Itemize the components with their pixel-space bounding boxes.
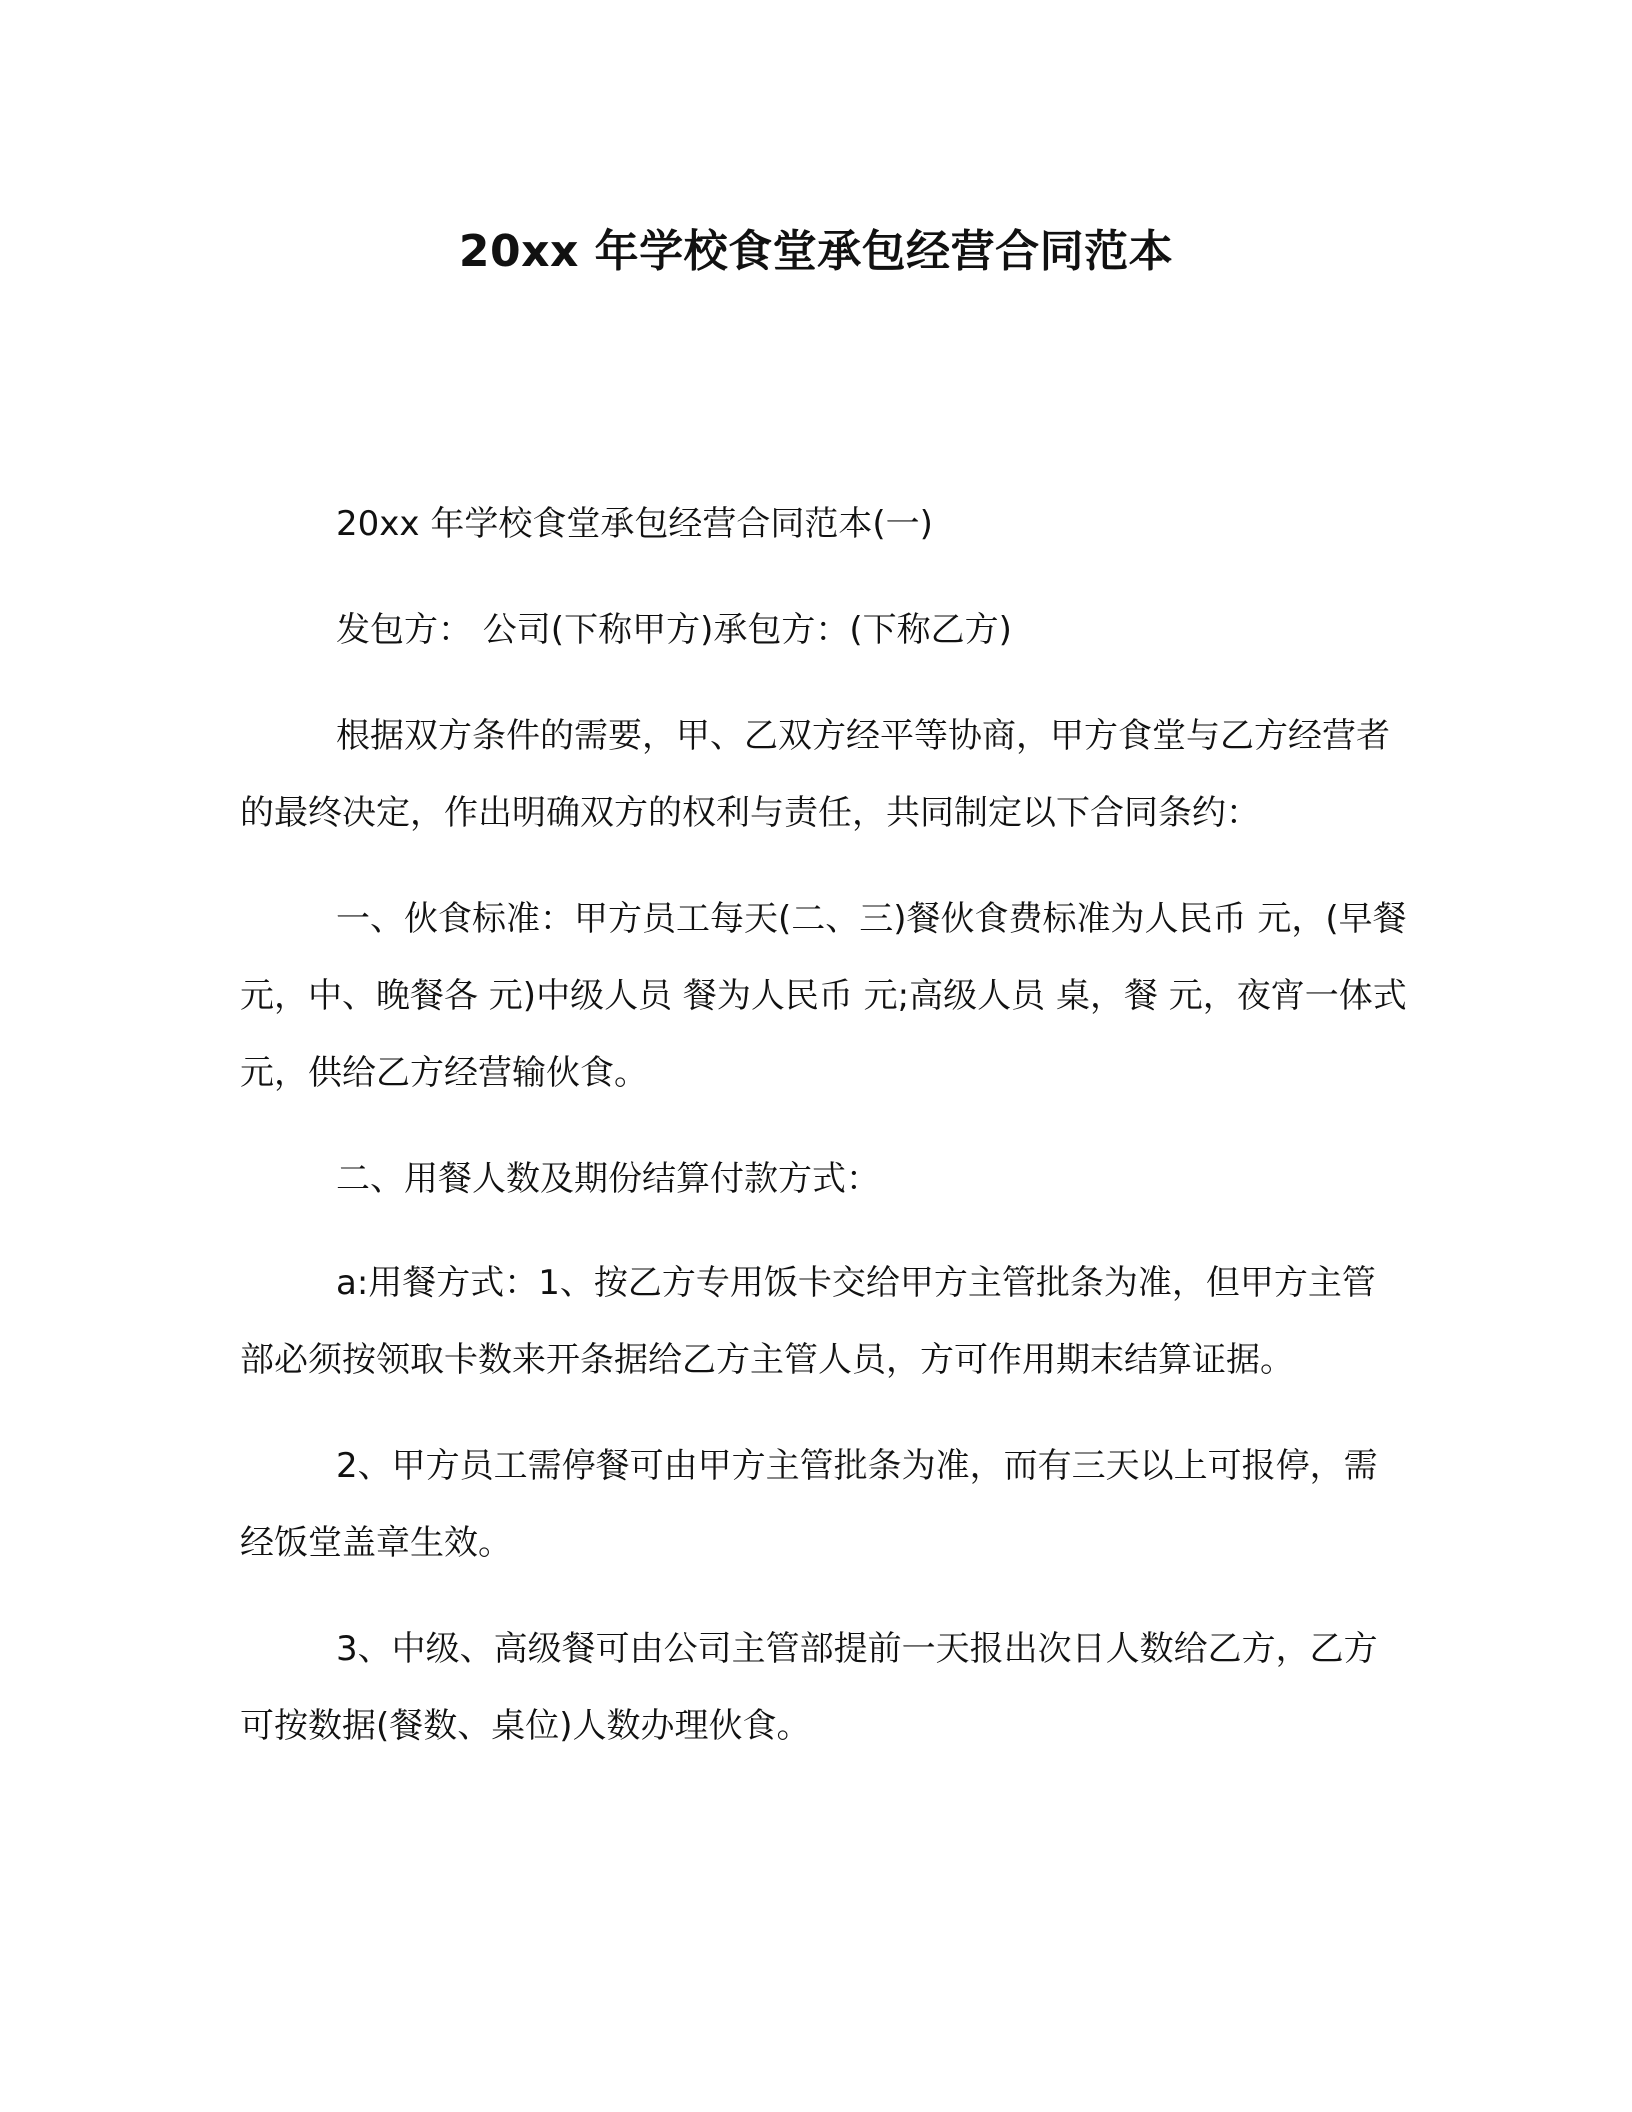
preamble-paragraph: 根据双方条件的需要，甲、乙双方经平等协商，甲方食堂与乙方经营者的最终决定，作出明确双方的权利与责任，共同制定以下合同条约：	[240, 716, 1390, 833]
clause-1-paragraph: 一、伙食标准：甲方员工每天(二、三)餐伙食费标准为人民币 元，(早餐 元，中、晚餐各 元)中级人员 餐为人民币 元;高级人员 桌，餐 元，夜宵一体式 元，供给乙方经营输伙食。	[240, 899, 1407, 1093]
parties-paragraph: 发包方： 公司(下称甲方)承包方：(下称乙方)	[336, 610, 1012, 650]
clause-2-heading: 二、用餐人数及期份结算付款方式：	[336, 1159, 880, 1199]
subtitle-paragraph: 20xx 年学校食堂承包经营合同范本(一)	[336, 504, 933, 544]
clause-2-item-3-paragraph: 3、中级、高级餐可由公司主管部提前一天报出次日人数给乙方，乙方可按数据(餐数、桌位)人数办理伙食。	[240, 1629, 1378, 1746]
document-body	[240, 486, 1408, 1794]
clause-2-item-2-paragraph: 2、甲方员工需停餐可由甲方主管批条为准，而有三天以上可报停，需经饭堂盖章生效。	[240, 1446, 1378, 1563]
document-title: 20xx 年学校食堂承包经营合同范本	[458, 226, 1174, 277]
clause-2a-paragraph: a:用餐方式：1、按乙方专用饭卡交给甲方主管批条为准，但甲方主管部必须按领取卡数来开条据给乙方主管人员，方可作用期末结算证据。	[240, 1263, 1376, 1380]
